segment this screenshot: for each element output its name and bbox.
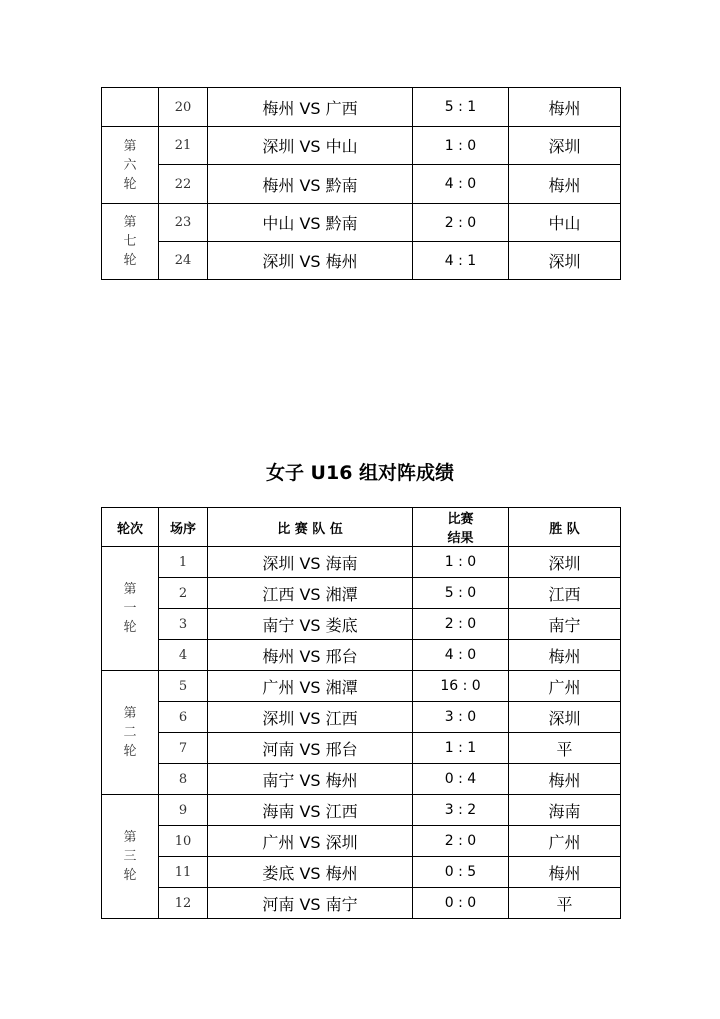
match-winner: 江西 (509, 578, 621, 609)
table-row (102, 888, 621, 919)
round-label: 第 三 轮 (102, 795, 159, 919)
match-teams: 梅州 VS 黔南 (208, 165, 413, 204)
match-score: 4 : 0 (413, 165, 509, 204)
match-winner: 广州 (509, 826, 621, 857)
match-teams: 娄底 VS 梅州 (208, 857, 413, 888)
match-score: 1 : 0 (413, 127, 509, 165)
match-teams: 广州 VS 湘潭 (208, 671, 413, 702)
match-teams: 河南 VS 南宁 (208, 888, 413, 919)
match-winner: 深圳 (509, 127, 621, 165)
match-number: 9 (159, 795, 208, 826)
table-row (102, 204, 621, 242)
match-teams: 深圳 VS 梅州 (208, 242, 413, 280)
match-score: 4 : 1 (413, 242, 509, 280)
match-winner: 深圳 (509, 242, 621, 280)
match-score: 0 : 5 (413, 857, 509, 888)
match-score: 5 : 0 (413, 578, 509, 609)
table-row (102, 165, 621, 204)
results-table (101, 507, 621, 919)
match-winner: 梅州 (509, 165, 621, 204)
round-label: 第 一 轮 (102, 547, 159, 671)
match-number: 1 (159, 547, 208, 578)
round-cell-empty (102, 88, 159, 127)
match-winner: 海南 (509, 795, 621, 826)
match-winner: 中山 (509, 204, 621, 242)
match-number: 21 (159, 127, 208, 165)
match-score: 1 : 1 (413, 733, 509, 764)
match-winner: 梅州 (509, 640, 621, 671)
table-row (102, 640, 621, 671)
match-number: 5 (159, 671, 208, 702)
table-row (102, 857, 621, 888)
match-teams: 中山 VS 黔南 (208, 204, 413, 242)
table-row (102, 733, 621, 764)
match-winner: 深圳 (509, 702, 621, 733)
match-winner: 梅州 (509, 764, 621, 795)
match-teams: 深圳 VS 海南 (208, 547, 413, 578)
match-number: 23 (159, 204, 208, 242)
match-score: 5 : 1 (413, 88, 509, 127)
match-score: 2 : 0 (413, 609, 509, 640)
match-teams: 深圳 VS 中山 (208, 127, 413, 165)
header-winner: 胜 队 (509, 508, 621, 547)
match-score: 1 : 0 (413, 547, 509, 578)
match-teams: 广州 VS 深圳 (208, 826, 413, 857)
match-teams: 梅州 VS 邢台 (208, 640, 413, 671)
table-row (102, 826, 621, 857)
table-row (102, 609, 621, 640)
round-label: 第 二 轮 (102, 671, 159, 795)
match-teams: 江西 VS 湘潭 (208, 578, 413, 609)
match-teams: 南宁 VS 娄底 (208, 609, 413, 640)
match-teams: 河南 VS 邢台 (208, 733, 413, 764)
match-teams: 南宁 VS 梅州 (208, 764, 413, 795)
match-winner: 广州 (509, 671, 621, 702)
table-row (102, 795, 621, 826)
match-number: 11 (159, 857, 208, 888)
match-number: 20 (159, 88, 208, 127)
match-winner: 南宁 (509, 609, 621, 640)
match-number: 2 (159, 578, 208, 609)
match-teams: 海南 VS 江西 (208, 795, 413, 826)
match-number: 22 (159, 165, 208, 204)
header-round: 轮次 (102, 508, 159, 547)
match-winner: 深圳 (509, 547, 621, 578)
table-row (102, 578, 621, 609)
match-score: 16 : 0 (413, 671, 509, 702)
match-number: 6 (159, 702, 208, 733)
table-row (102, 547, 621, 578)
match-number: 12 (159, 888, 208, 919)
match-winner: 平 (509, 733, 621, 764)
match-number: 8 (159, 764, 208, 795)
table-row (102, 242, 621, 280)
table-row (102, 88, 621, 127)
header-row (102, 508, 621, 547)
match-winner: 梅州 (509, 857, 621, 888)
round-label: 第 七 轮 (102, 204, 159, 280)
match-score: 3 : 2 (413, 795, 509, 826)
table-row (102, 764, 621, 795)
match-score: 0 : 4 (413, 764, 509, 795)
match-teams: 深圳 VS 江西 (208, 702, 413, 733)
table-row (102, 702, 621, 733)
match-winner: 梅州 (509, 88, 621, 127)
match-number: 3 (159, 609, 208, 640)
table-row (102, 671, 621, 702)
table-row (102, 127, 621, 165)
header-match: 比 赛 队 伍 (208, 508, 413, 547)
match-number: 10 (159, 826, 208, 857)
match-score: 2 : 0 (413, 826, 509, 857)
match-number: 4 (159, 640, 208, 671)
match-teams: 梅州 VS 广西 (208, 88, 413, 127)
match-number: 7 (159, 733, 208, 764)
section-title: 女子 U16 组对阵成绩 (265, 462, 455, 484)
match-score: 0 : 0 (413, 888, 509, 919)
match-score: 2 : 0 (413, 204, 509, 242)
match-score: 4 : 0 (413, 640, 509, 671)
match-number: 24 (159, 242, 208, 280)
match-winner: 平 (509, 888, 621, 919)
header-score: 比赛 结果 (413, 508, 509, 547)
previous-results-table (101, 87, 621, 280)
match-score: 3 : 0 (413, 702, 509, 733)
header-number: 场序 (159, 508, 208, 547)
round-label: 第 六 轮 (102, 127, 159, 204)
